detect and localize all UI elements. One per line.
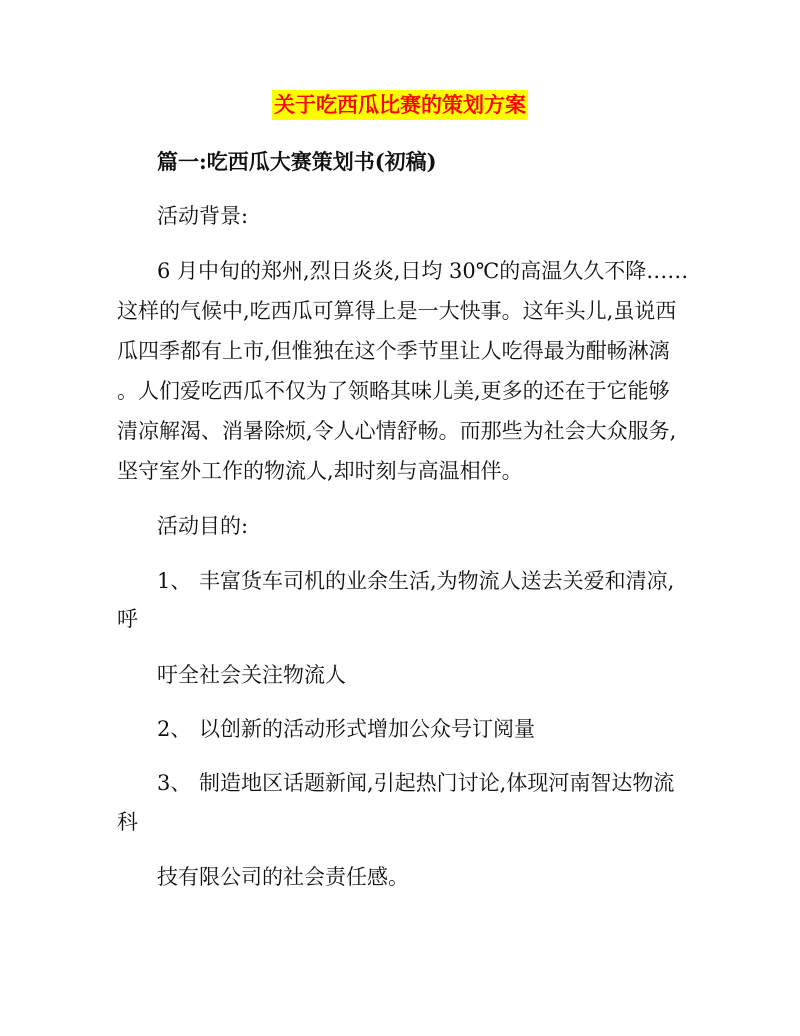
document-title: 关于吃西瓜比赛的策划方案 xyxy=(272,90,528,120)
purpose-item-1 xyxy=(157,566,674,596)
purpose-number: 3、 xyxy=(157,771,192,795)
background-line-3: 瓜四季都有上市,但惟独在这个季节里让人吃得最为酣畅淋漓 xyxy=(117,339,670,363)
background-line-5: 清凉解渴、消暑除烦,令人心情舒畅。而那些为社会大众服务, xyxy=(117,419,677,443)
purpose-item-1-continuation: 吁全社会关注物流人 xyxy=(157,663,346,687)
purpose-text: 以创新的活动形式增加公众号订阅量 xyxy=(199,717,535,741)
background-line-1: 6 月中旬的郑州,烈日炎炎,日均 30℃的高温久久不降…… xyxy=(157,259,689,283)
purpose-item-3 xyxy=(157,768,674,798)
purpose-number: 1、 xyxy=(157,569,192,593)
title-container xyxy=(0,90,800,120)
background-label: 活动背景: xyxy=(157,204,249,228)
background-line-2: 这样的气候中,吃西瓜可算得上是一大快事。这年头儿,虽说西 xyxy=(117,299,677,323)
purpose-text: 丰富货车司机的业余生活,为物流人送去关爱和清凉, xyxy=(199,569,675,593)
purpose-number: 2、 xyxy=(157,717,192,741)
purpose-item-2 xyxy=(157,714,535,744)
section-heading: 篇一:吃西瓜大赛策划书(初稿) xyxy=(157,149,437,174)
purpose-item-3-continuation: 技有限公司的社会责任感。 xyxy=(157,865,409,889)
background-line-6: 坚守室外工作的物流人,却时刻与高温相伴。 xyxy=(117,459,523,483)
background-line-4: 。人们爱吃西瓜不仅为了领略其味儿美,更多的还在于它能够 xyxy=(117,379,670,403)
purpose-item-3-wrap: 科 xyxy=(117,810,138,834)
purpose-item-1-wrap: 呼 xyxy=(117,607,138,631)
purpose-text: 制造地区话题新闻,引起热门讨论,体现河南智达物流 xyxy=(199,771,675,795)
purpose-label: 活动目的: xyxy=(157,514,249,538)
